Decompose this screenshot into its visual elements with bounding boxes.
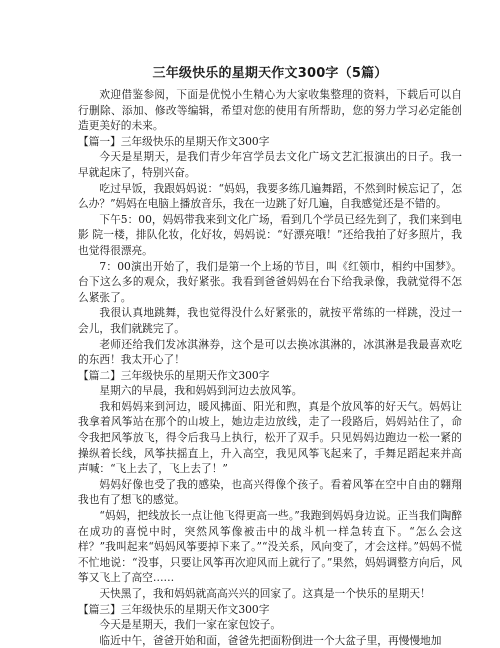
paragraph: 7：00演出开始了，我们是第一个上场的节目，叫《红领巾，相约中国梦》。台下这么多的观众，我好紧张。我看到爸爸妈妈在台下给我录像，我就觉得不怎么紧张了。 xyxy=(78,259,462,304)
document-title: 三年级快乐的星期天作文300字（5篇） xyxy=(152,66,388,81)
paragraph: 今天是星期天，是我们青少年宫学员去文化广场文艺汇报演出的日子。我一早就起床了，特别兴奋。 xyxy=(78,150,462,179)
paragraph: 下午5：00，妈妈带我来到文化广场，看到几个学员已经先到了，我们来到电影 院一楼，排队化妆，化好妆，妈妈说：“好漂亮哦！”还给我拍了好多照片，我也觉得很漂亮。 xyxy=(78,212,462,257)
document-body xyxy=(78,87,462,648)
paragraph: 今天是星期天，我们一家在家包饺子。 xyxy=(99,618,282,632)
paragraph: 星期六的早晨，我和妈妈到河边去放风筝。 xyxy=(99,384,303,398)
paragraph: 欢迎借鉴参阅，下面是优悦小生精心为大家收集整理的资料，下载后可以自行删除、添加、修改等编辑，希望对您的使用有所帮助，您的努力学习必定能创造更美好的未来。 xyxy=(78,88,462,133)
paragraph: 临近中午，爸爸开始和面，爸爸先把面粉倒进一个大盆子里，再慢慢地加 xyxy=(99,633,442,647)
paragraph: 吃过早饭，我跟妈妈说：“妈妈，我要多练几遍舞蹈，不然到时候忘记了，怎么办？”妈妈在电脑上播放音乐，我在一边跳了好几遍，自我感觉还是不错的。 xyxy=(78,181,462,211)
section-heading: 【篇三】三年级快乐的星期天作文300字 xyxy=(78,602,270,616)
paragraph: 我很认真地跳舞，我也觉得没什么好紧张的，就按平常练的一样跳，没过一会儿，我们就跳完了。 xyxy=(78,306,462,335)
section-heading: 【篇二】三年级快乐的星期天作文300字 xyxy=(78,368,270,382)
section-heading: 【篇一】三年级快乐的星期天作文300字 xyxy=(78,134,270,148)
paragraph: 天快黑了，我和妈妈就高高兴兴的回家了。这真是一个快乐的星期天！ xyxy=(99,587,431,600)
paragraph: 我和妈妈来到河边，暖风拂面、阳光和煦，真是个放风筝的好天气。妈妈让我拿着风筝站在那个的山坡上，她边走边放线，走了一段路后，妈妈站住了，命令我把风筝放飞，得令后我马上执行，松开了双手。只见妈妈边跑边一松一紧的操纵着长线，风筝扶摇直上，升入高空，我见风筝飞起来了，手舞足蹈起来并高声喊：“飞上去了，飞上去了！” xyxy=(78,399,462,476)
paragraph: 老师还给我们发冰淇淋券，这个是可以去换冰淇淋的，冰淇淋是我最喜欢吃的东西！我太开心了！ xyxy=(78,337,462,367)
paragraph: “妈妈，把线放长一点让他飞得更高一些。”我跑到妈妈身边说。正当我们陶醉在成功的喜悦中时，突然风筝像被击中的战斗机一样急转直下。“怎么会这样？”我叫起来“妈妈风筝要掉下来了。”“没关系，风向变了，才会这样。”妈妈不慌不忙地说：“没事，只要让风筝再次迎风而上就行了。”果然，妈妈调整方向后，风筝又飞上了高空…… xyxy=(78,509,462,585)
paragraph: 妈妈好像也受了我的感染，也高兴得像个孩子。看着风筝在空中自由的翱翔我也有了想飞的感觉。 xyxy=(78,477,462,507)
